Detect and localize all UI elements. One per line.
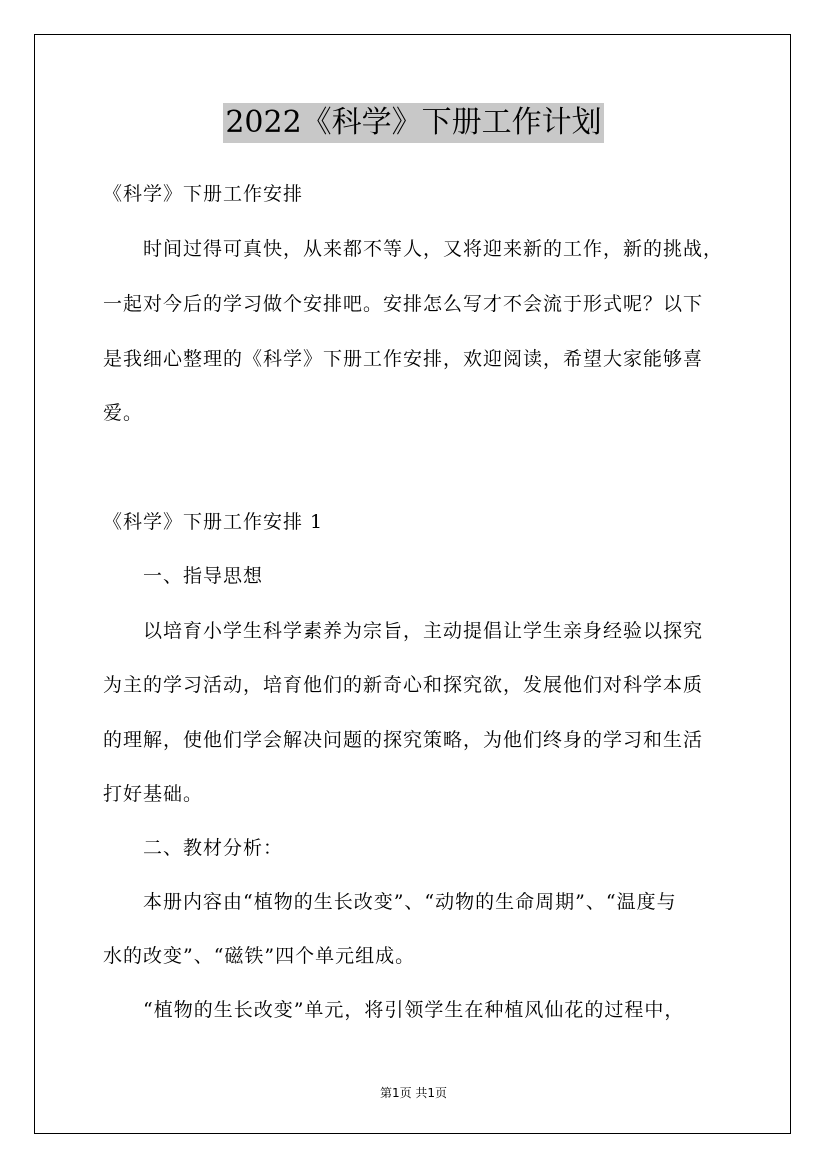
section-heading: 《科学》下册工作安排 1: [103, 511, 324, 533]
para1-line-1: 以培育小学生科学素养为宗旨，主动提倡让学生亲身经验以探究: [143, 620, 704, 642]
intro-line-1: 时间过得可真快，从来都不等人，又将迎来新的工作，新的挑战，: [143, 238, 724, 260]
para2-line-2: 水的改变”、“磁铁”四个单元组成。: [103, 945, 416, 967]
heading-textbook-analysis: 二、教材分析：: [143, 837, 284, 859]
intro-line-3: 是我细心整理的《科学》下册工作安排，欢迎阅读，希望大家能够喜: [103, 348, 704, 370]
intro-line-2: 一起对今后的学习做个安排吧。安排怎么写才不会流于形式呢？以下: [103, 293, 704, 315]
para3-line-1: “植物的生长改变”单元，将引领学生在种植风仙花的过程中，: [143, 999, 685, 1021]
para2-line-1: 本册内容由“植物的生长改变”、“动物的生命周期”、“温度与: [143, 891, 677, 913]
intro-line-4: 爱。: [103, 402, 144, 424]
para1-line-2: 为主的学习活动，培育他们的新奇心和探究欲，发展他们对科学本质: [103, 674, 704, 696]
heading-guiding-thought: 一、指导思想: [143, 565, 264, 587]
para1-line-4: 打好基础。: [103, 783, 204, 805]
para1-line-3: 的理解，使他们学会解决问题的探究策略，为他们终身的学习和生活: [103, 729, 704, 751]
title-container: [0, 103, 827, 143]
page-number: 第1页 共1页: [379, 1086, 448, 1100]
subtitle: 《科学》下册工作安排: [103, 183, 304, 205]
document-title: 2022《科学》下册工作计划: [223, 103, 603, 143]
